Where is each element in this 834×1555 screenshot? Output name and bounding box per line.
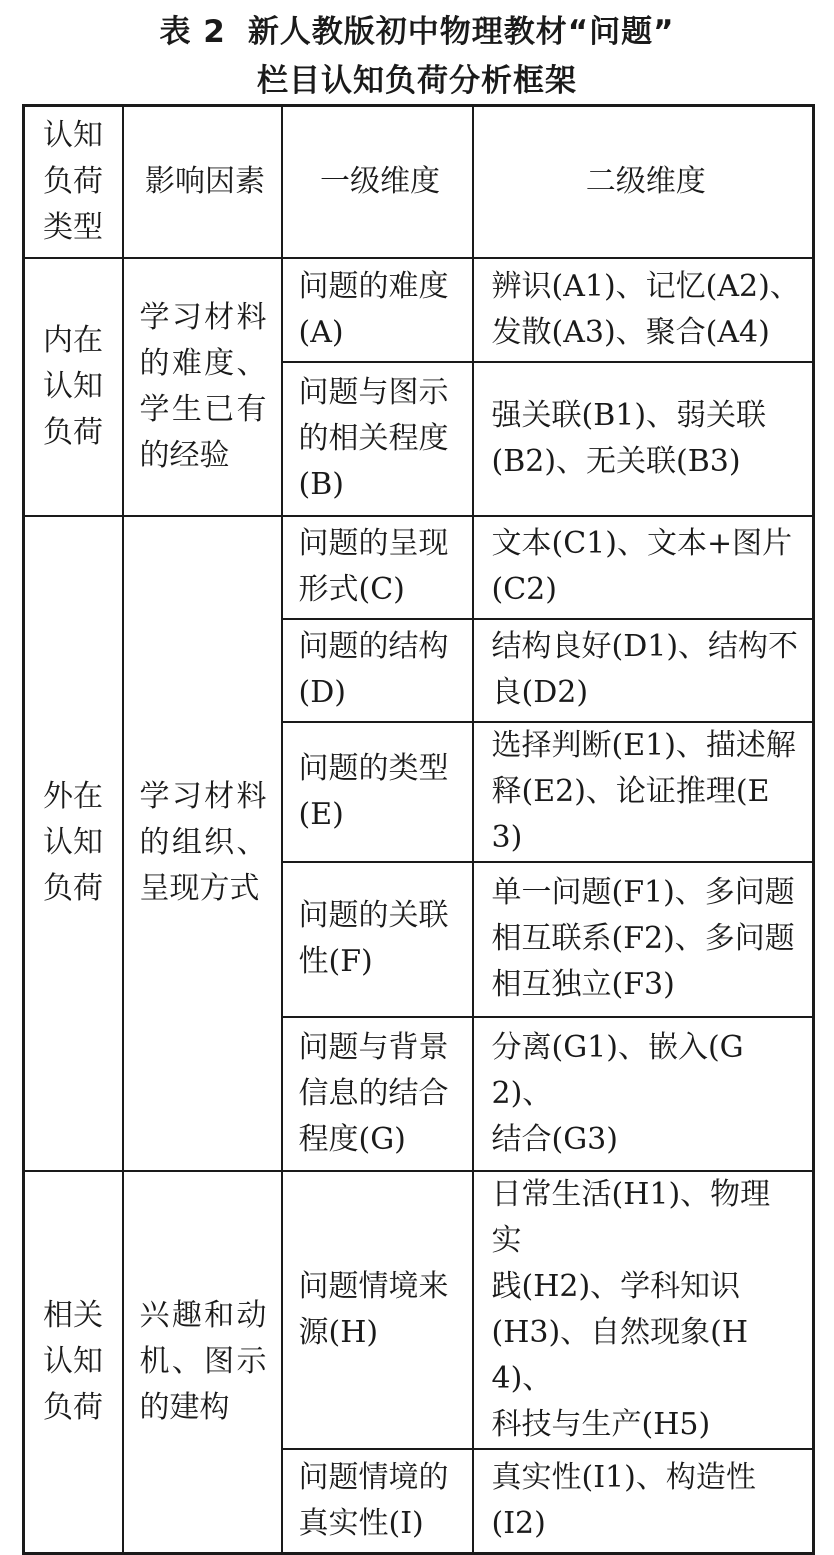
caption-line-1 xyxy=(0,8,834,57)
level2-cell: 辨识(A1)、记忆(A2)、 发散(A3)、聚合(A4) xyxy=(473,258,814,362)
level2-cell: 强关联(B1)、弱关联 (B2)、无关联(B3) xyxy=(473,362,814,516)
table-row xyxy=(24,1171,814,1449)
header-load-type: 认知 负荷 类型 xyxy=(24,106,123,258)
caption-number: 表 2 xyxy=(159,14,226,50)
factor-cell: 兴趣和动机、图示的建构 xyxy=(123,1171,282,1554)
factor-cell: 学习材料的组织、呈现方式 xyxy=(123,516,282,1171)
level2-cell: 真实性(I1)、构造性 (I2) xyxy=(473,1449,814,1554)
caption-title-line-1: 新人教版初中物理教材“问题” xyxy=(247,14,675,50)
level1-cell: 问题情境来 源(H) xyxy=(282,1171,473,1449)
level1-cell: 问题情境的 真实性(I) xyxy=(282,1449,473,1554)
level1-cell: 问题的呈现 形式(C) xyxy=(282,516,473,619)
header-row xyxy=(24,106,814,258)
level2-cell: 文本(C1)、文本+图片 (C2) xyxy=(473,516,814,619)
level1-cell: 问题与背景 信息的结合 程度(G) xyxy=(282,1017,473,1171)
header-factor: 影响因素 xyxy=(123,106,282,258)
level2-cell: 选择判断(E1)、描述解 释(E2)、论证推理(E3) xyxy=(473,722,814,862)
factor-cell: 学习材料的难度、学生已有的经验 xyxy=(123,258,282,516)
caption-title-line-2: 栏目认知负荷分析框架 xyxy=(257,63,577,99)
header-level2: 二级维度 xyxy=(473,106,814,258)
level1-cell: 问题的结构 (D) xyxy=(282,619,473,722)
level1-cell: 问题的类型 (E) xyxy=(282,722,473,862)
table-row xyxy=(24,258,814,362)
level1-cell: 问题的难度 (A) xyxy=(282,258,473,362)
level2-cell: 分离(G1)、嵌入(G2)、 结合(G3) xyxy=(473,1017,814,1171)
level2-cell: 结构良好(D1)、结构不 良(D2) xyxy=(473,619,814,722)
level1-cell: 问题的关联 性(F) xyxy=(282,862,473,1017)
level2-cell: 日常生活(H1)、物理实 践(H2)、学科知识 (H3)、自然现象(H4)、 科技与生产(H5) xyxy=(473,1171,814,1449)
load-type-cell: 外在 认知 负荷 xyxy=(24,516,123,1171)
level2-cell: 单一问题(F1)、多问题 相互联系(F2)、多问题 相互独立(F3) xyxy=(473,862,814,1017)
table-row xyxy=(24,516,814,619)
table-caption xyxy=(0,8,834,106)
load-type-cell: 相关 认知 负荷 xyxy=(24,1171,123,1554)
header-level1: 一级维度 xyxy=(282,106,473,258)
cognitive-load-framework-table xyxy=(22,104,815,1555)
load-type-cell: 内在 认知 负荷 xyxy=(24,258,123,516)
level1-cell: 问题与图示 的相关程度 (B) xyxy=(282,362,473,516)
